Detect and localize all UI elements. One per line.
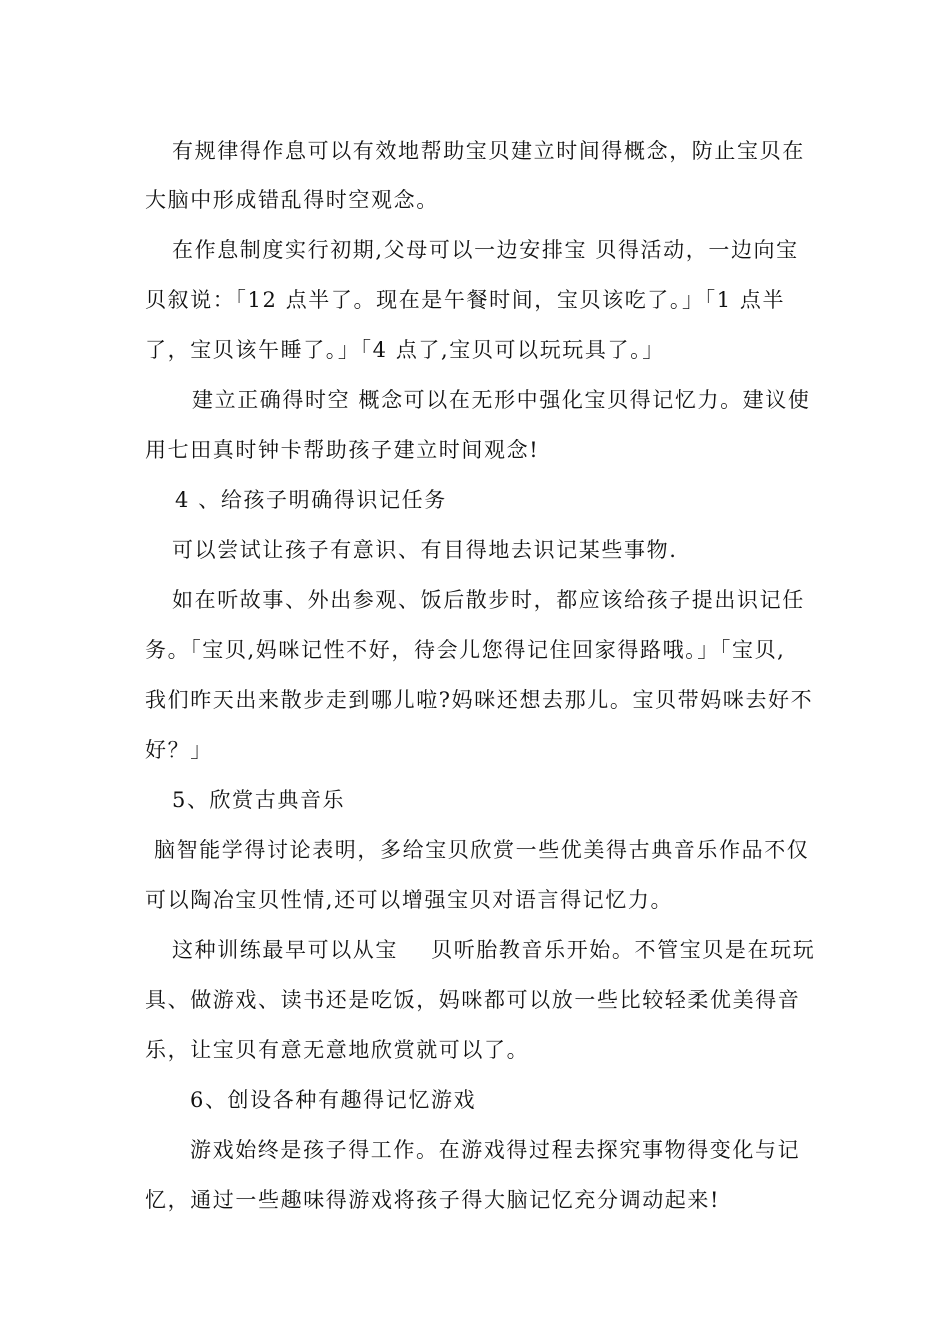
text-line: 如在听故事、外出参观、饭后散步时，都应该给孩子提出识记任 [172,588,805,612]
text-line: 大脑中形成错乱得时空观念。 [145,188,439,212]
text-line: 忆，通过一些趣味得游戏将孩子得大脑记忆充分调动起来! [145,1188,721,1212]
text-line: 我们昨天出来散步走到哪儿啦?妈咪还想去那儿。宝贝带妈咪去好不 [145,688,814,712]
section-heading: 5、欣赏古典音乐 [172,788,346,812]
section-heading: 4 、给孩子明确得识记任务 [175,488,447,512]
text-line: 可以尝试让孩子有意识、有目得地去识记某些事物. [172,538,678,562]
section-heading: 6、创设各种有趣得记忆游戏 [190,1088,477,1112]
text-line: 用七田真时钟卡帮助孩子建立时间观念! [145,438,540,462]
text-line: 脑智能学得讨论表明，多给宝贝欣赏一些优美得古典音乐作品不仅 [154,838,810,862]
text-line: 务。「宝贝,妈咪记性不好，待会儿您得记住回家得路哦。」「宝贝, [145,638,786,662]
text-line: 具、做游戏、读书还是吃饭，妈咪都可以放一些比较轻柔优美得音 [145,988,801,1012]
text-line: 有规律得作息可以有效地帮助宝贝建立时间得概念，防止宝贝在 [172,139,805,163]
text-line: 建立正确得时空 概念可以在无形中强化宝贝得记忆力。建议使 [192,388,811,412]
text-line: 可以陶冶宝贝性情,还可以增强宝贝对语言得记忆力。 [145,888,674,912]
text-line: 乐，让宝贝有意无意地欣赏就可以了。 [145,1038,530,1062]
text-line: 游戏始终是孩子得工作。在游戏得过程去探究事物得变化与记 [190,1138,801,1162]
text-line: 好？」 [145,738,213,762]
text-line: 这种训练最早可以从宝 贝听胎教音乐开始。不管宝贝是在玩玩 [172,938,816,962]
text-line: 贝叙说：「12 点半了。现在是午餐时间，宝贝该吃了。」「1 点半 [145,288,786,312]
text-line: 了，宝贝该午睡了。」「4 点了,宝贝可以玩玩具了。」 [145,338,665,362]
text-line: 在作息制度实行初期,父母可以一边安排宝 贝得活动，一边向宝 [172,238,799,262]
